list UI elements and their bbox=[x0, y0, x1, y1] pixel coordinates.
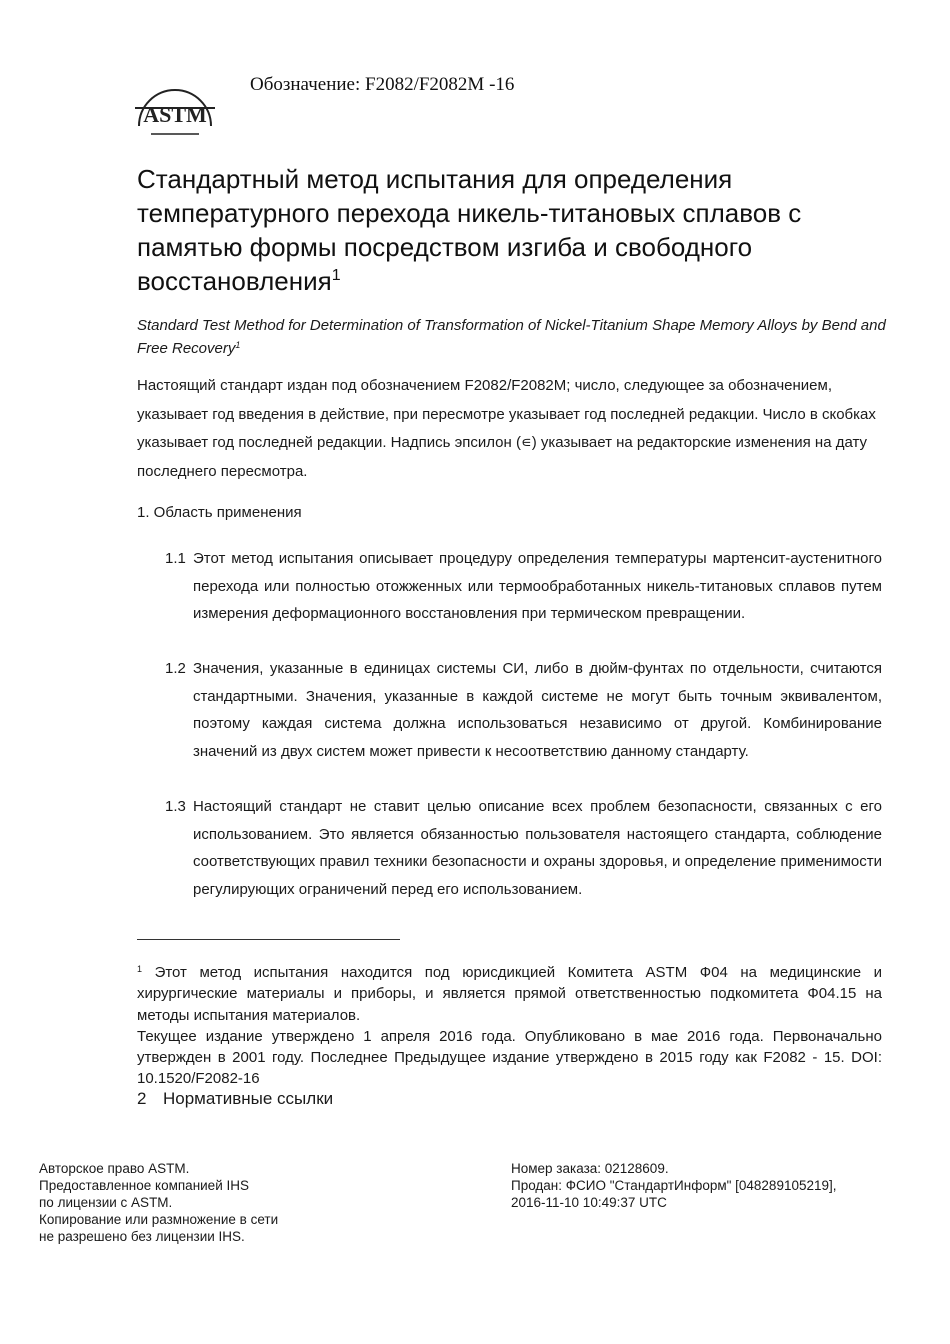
clause-text: Значения, указанные в единицах системы СИ, либо в дюйм-фунтах по отдельности, считаются стандартными. Значения, указанные в каждой системе не могут быть точным эквивалентом, поэтому каждая система должна использоваться независимо от другой. Комбинирование значений из двух систем может привести к несоответствию данному стандарту. bbox=[193, 660, 882, 760]
order-line: 2016-11-10 10:49:37 UTC bbox=[511, 1195, 667, 1210]
clause-text: Настоящий стандарт не ставит целью описание всех проблем безопасности, связанных с его использованием. Это является обязанностью пользователя настоящего стандарта, соблюдение соответствующих правил техники безопасности и охраны здоровья, и определение применимости регулирующих ограничений перед его использованием. bbox=[193, 798, 882, 898]
clause-number: 1.3 bbox=[165, 798, 186, 815]
document-title-ru bbox=[137, 162, 837, 298]
clause-1-2 bbox=[137, 655, 882, 765]
copyright-notice bbox=[39, 1160, 278, 1245]
clause-text: Этот метод испытания описывает процедуру определения температуры мартенсит-аустенитного перехода или полностью отожженных или термообработанных никель-титановых сплавов путем измерения деформационного восстановления при термическом превращении. bbox=[193, 550, 882, 623]
copyright-line: не разрешено без лицензии IHS. bbox=[39, 1229, 245, 1244]
section-number: 2 bbox=[137, 1089, 147, 1108]
title-en-text: Standard Test Method for Determination of Transformation of Nickel-Titanium Shape Memory Alloys by Bend and Free Recovery bbox=[137, 317, 886, 357]
footnote bbox=[137, 962, 882, 1090]
section-heading-scope: 1. Область применения bbox=[137, 504, 302, 521]
intro-paragraph: Настоящий стандарт издан под обозначением F2082/F2082M; число, следующее за обозначением, указывает год введения в действие, при пересмотре указывает год последней редакции. Число в скобках указывает год последней редакции. Надпись эпсилон (∊) указывает на редакторские изменения на дату последнего пересмотра. bbox=[137, 377, 876, 480]
copyright-line: Предоставленное компанией IHS bbox=[39, 1178, 249, 1193]
clause-number: 1.1 bbox=[165, 550, 186, 567]
order-line: Номер заказа: 02128609. bbox=[511, 1161, 669, 1176]
section-heading-normative-references bbox=[137, 1089, 333, 1109]
copyright-line: по лицензии с ASTM. bbox=[39, 1195, 173, 1210]
title-ru-footnote-ref: 1 bbox=[331, 267, 341, 284]
astm-logo-text: ASTM bbox=[143, 102, 207, 127]
document-designation: Обозначение: F2082/F2082M -16 bbox=[250, 74, 515, 95]
footnote-edition: Текущее издание утверждено 1 апреля 2016 года. Опубликовано в мае 2016 года. Первоначально утвержден в 2001 году. Последнее Предыдущее издание утверждено в 2015 году как F2082 - 15. DOI: 10.1520/F2082-16 bbox=[137, 1027, 882, 1088]
astm-logo bbox=[133, 74, 217, 142]
order-info bbox=[511, 1160, 837, 1211]
copyright-line: Копирование или размножение в сети bbox=[39, 1212, 279, 1227]
footnote-separator bbox=[137, 939, 400, 940]
order-line: Продан: ФСИО "СтандартИнформ" [048289105219], bbox=[511, 1178, 837, 1193]
footnote-mark: 1 bbox=[137, 964, 143, 974]
footnote-jurisdiction bbox=[137, 962, 882, 1026]
clause-number: 1.2 bbox=[165, 660, 186, 677]
document-title-en bbox=[137, 314, 897, 360]
title-ru-text: Стандартный метод испытания для определения температурного перехода никель-титановых сплавов с памятью формы посредством изгиба и свободного восстановления bbox=[137, 164, 802, 296]
copyright-line: Авторское право ASTM. bbox=[39, 1161, 190, 1176]
section-title: Нормативные ссылки bbox=[163, 1089, 334, 1108]
clause-1-3 bbox=[137, 793, 882, 903]
title-en-footnote-ref: 1 bbox=[235, 340, 241, 350]
clause-1-1 bbox=[137, 545, 882, 628]
footnote-text: Этот метод испытания находится под юрисдикцией Комитета ASTM Ф04 на медицинские и хирургические материалы и приборы, и является прямой ответственностью подкомитета Ф04.15 на методы испытания материалов. bbox=[137, 964, 882, 1024]
